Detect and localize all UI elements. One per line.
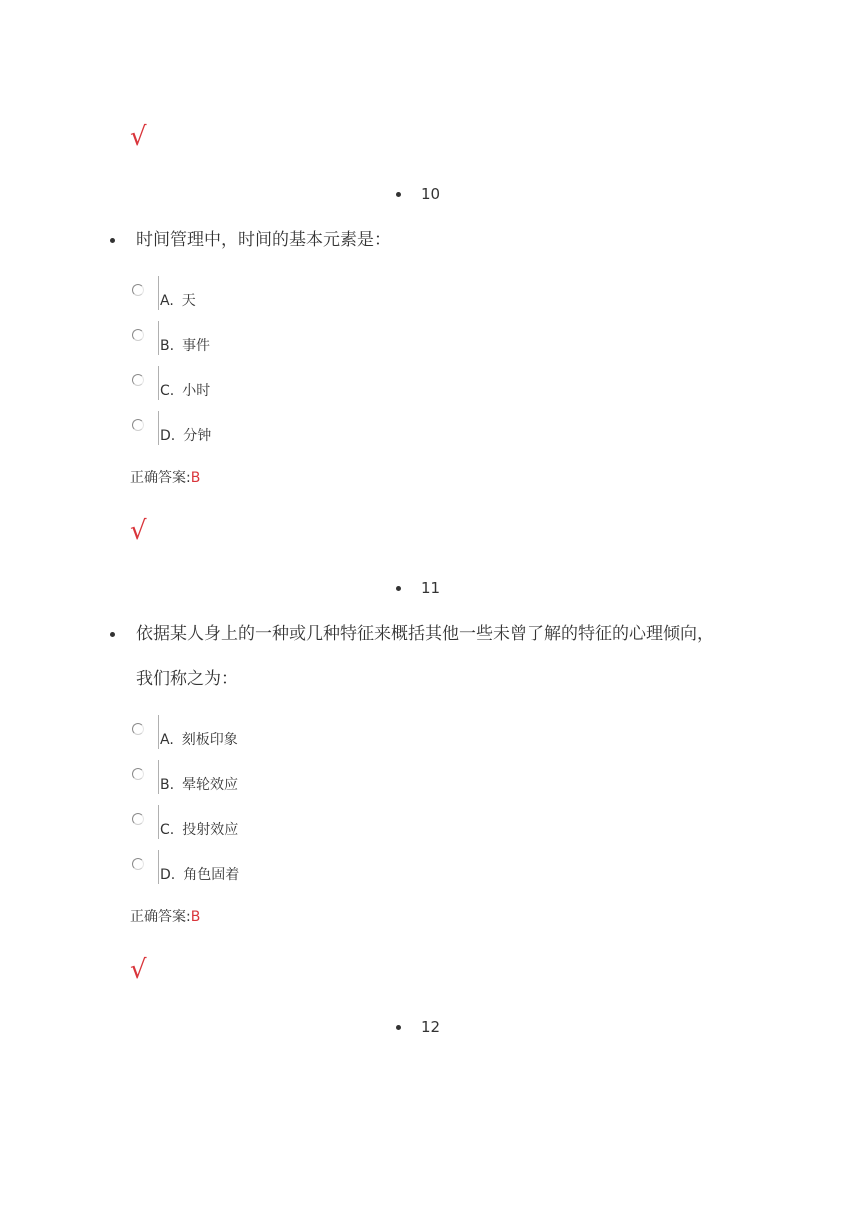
divider — [158, 805, 159, 839]
option-label: A. 天 — [160, 293, 196, 309]
divider — [158, 850, 159, 884]
option-b[interactable] — [130, 760, 430, 796]
bullet-icon — [396, 192, 401, 197]
divider — [158, 276, 159, 310]
option-d[interactable] — [130, 850, 430, 886]
answer-value: B — [190, 909, 201, 925]
divider — [158, 760, 159, 794]
bullet-icon — [396, 586, 401, 591]
answer-value: B — [190, 470, 201, 486]
option-label: D. 分钟 — [160, 428, 212, 444]
option-label: B. 晕轮效应 — [160, 777, 239, 793]
correct-check-icon: √ — [130, 122, 147, 152]
question-number — [396, 185, 440, 203]
option-d[interactable] — [130, 411, 430, 447]
radio-button[interactable] — [132, 723, 144, 735]
divider — [158, 366, 159, 400]
question-number — [396, 1018, 440, 1036]
bullet-icon — [110, 238, 115, 243]
question-text-line: 依据某人身上的一种或几种特征来概括其他一些未曾了解的特征的心理倾向， — [136, 624, 714, 644]
bullet-icon — [110, 632, 115, 637]
correct-answer — [130, 467, 200, 487]
divider — [158, 411, 159, 445]
option-label: C. 投射效应 — [160, 822, 239, 838]
question-number-label: 10 — [421, 185, 441, 203]
correct-check-icon: √ — [130, 955, 147, 985]
correct-answer — [130, 906, 200, 926]
answer-label: 正确答案: — [130, 470, 191, 486]
radio-button[interactable] — [132, 419, 144, 431]
option-c[interactable] — [130, 805, 430, 841]
option-label: C. 小时 — [160, 383, 211, 399]
option-c[interactable] — [130, 366, 430, 402]
divider — [158, 715, 159, 749]
radio-button[interactable] — [132, 813, 144, 825]
option-label: D. 角色固着 — [160, 867, 240, 883]
radio-button[interactable] — [132, 768, 144, 780]
answer-label: 正确答案: — [130, 909, 191, 925]
radio-button[interactable] — [132, 329, 144, 341]
question-number-label: 12 — [421, 1018, 441, 1036]
option-label: A. 刻板印象 — [160, 732, 238, 748]
question-text-line: 我们称之为： — [136, 669, 238, 689]
option-b[interactable] — [130, 321, 430, 357]
question-number — [396, 579, 440, 597]
question-text-line: 时间管理中，时间的基本元素是： — [136, 230, 391, 250]
option-a[interactable] — [130, 715, 430, 751]
divider — [158, 321, 159, 355]
question-text — [110, 218, 750, 263]
radio-button[interactable] — [132, 858, 144, 870]
bullet-icon — [396, 1025, 401, 1030]
question-text — [110, 612, 750, 702]
question-number-label: 11 — [421, 579, 441, 597]
radio-button[interactable] — [132, 284, 144, 296]
option-a[interactable] — [130, 276, 430, 312]
correct-check-icon: √ — [130, 516, 147, 546]
radio-button[interactable] — [132, 374, 144, 386]
option-label: B. 事件 — [160, 338, 211, 354]
